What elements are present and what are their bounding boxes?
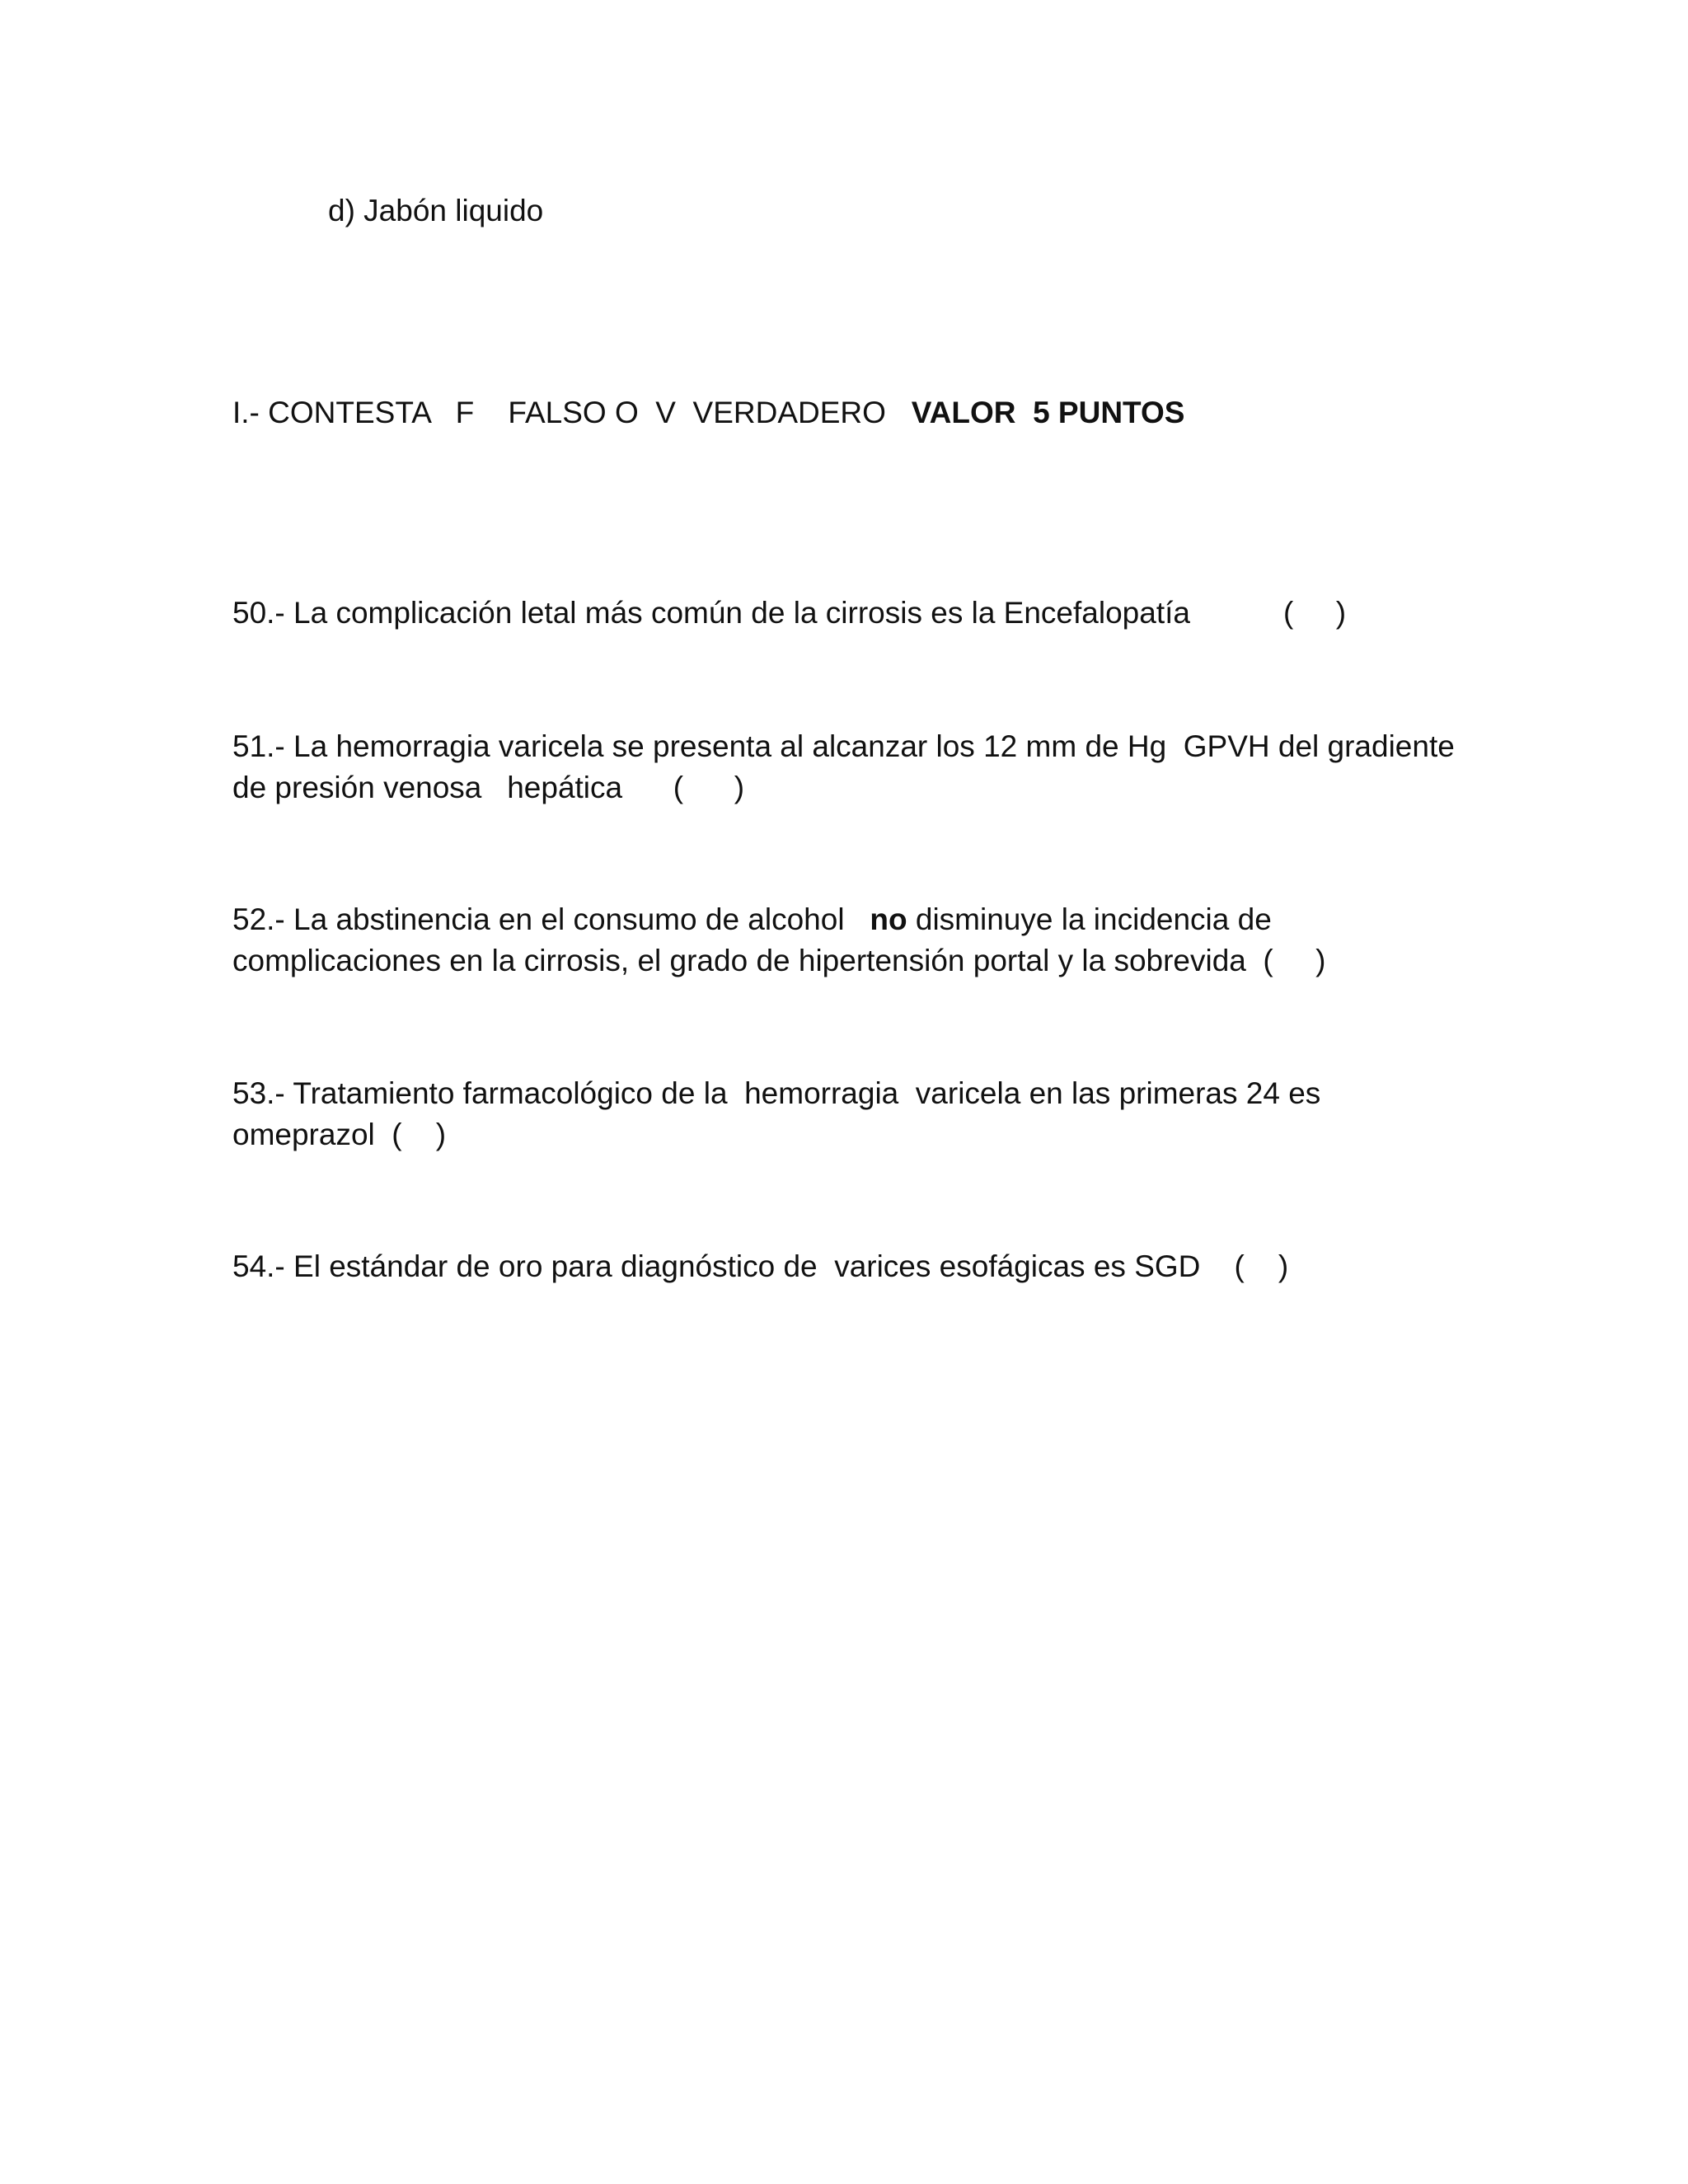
question-54: [232, 1246, 1469, 1287]
question-52-text-start: 52.- La abstinencia en el consumo de alcohol: [232, 902, 870, 936]
question-53-line-1: 53.- Tratamiento farmacológico de la hemorragia varicela en las primeras 24 es: [232, 1076, 1321, 1110]
question-51-line-1: 51.- La hemorragia varicela se presenta al alcanzar los 12 mm de Hg GPVH del gradiente: [232, 729, 1455, 763]
section-heading: [232, 392, 1184, 434]
question-50: [232, 593, 1469, 634]
question-52-line-2: complicaciones en la cirrosis, el grado de hipertensión portal y la sobrevida ( ): [232, 944, 1326, 977]
section-value-label: VALOR 5 PUNTOS: [911, 396, 1185, 429]
answer-option-d: d) Jabón liquido: [328, 194, 544, 227]
question-51: [232, 726, 1469, 808]
question-52: [232, 899, 1469, 982]
question-53: [232, 1073, 1469, 1155]
question-54-text: 54.- El estándar de oro para diagnóstico de varices esofágicas es SGD ( ): [232, 1249, 1289, 1283]
section-instruction: I.- CONTESTA F FALSO O V VERDADERO: [232, 396, 912, 429]
question-53-line-2: omeprazol ( ): [232, 1118, 447, 1151]
question-52-text-end: disminuye la incidencia de: [907, 902, 1272, 936]
question-50-text: 50.- La complicación letal más común de la cirrosis es la Encefalopatía ( ): [232, 596, 1347, 630]
question-51-line-2: de presión venosa hepática ( ): [232, 771, 745, 804]
question-52-line-1: [232, 899, 1469, 940]
question-52-emphasis: no: [870, 902, 907, 936]
